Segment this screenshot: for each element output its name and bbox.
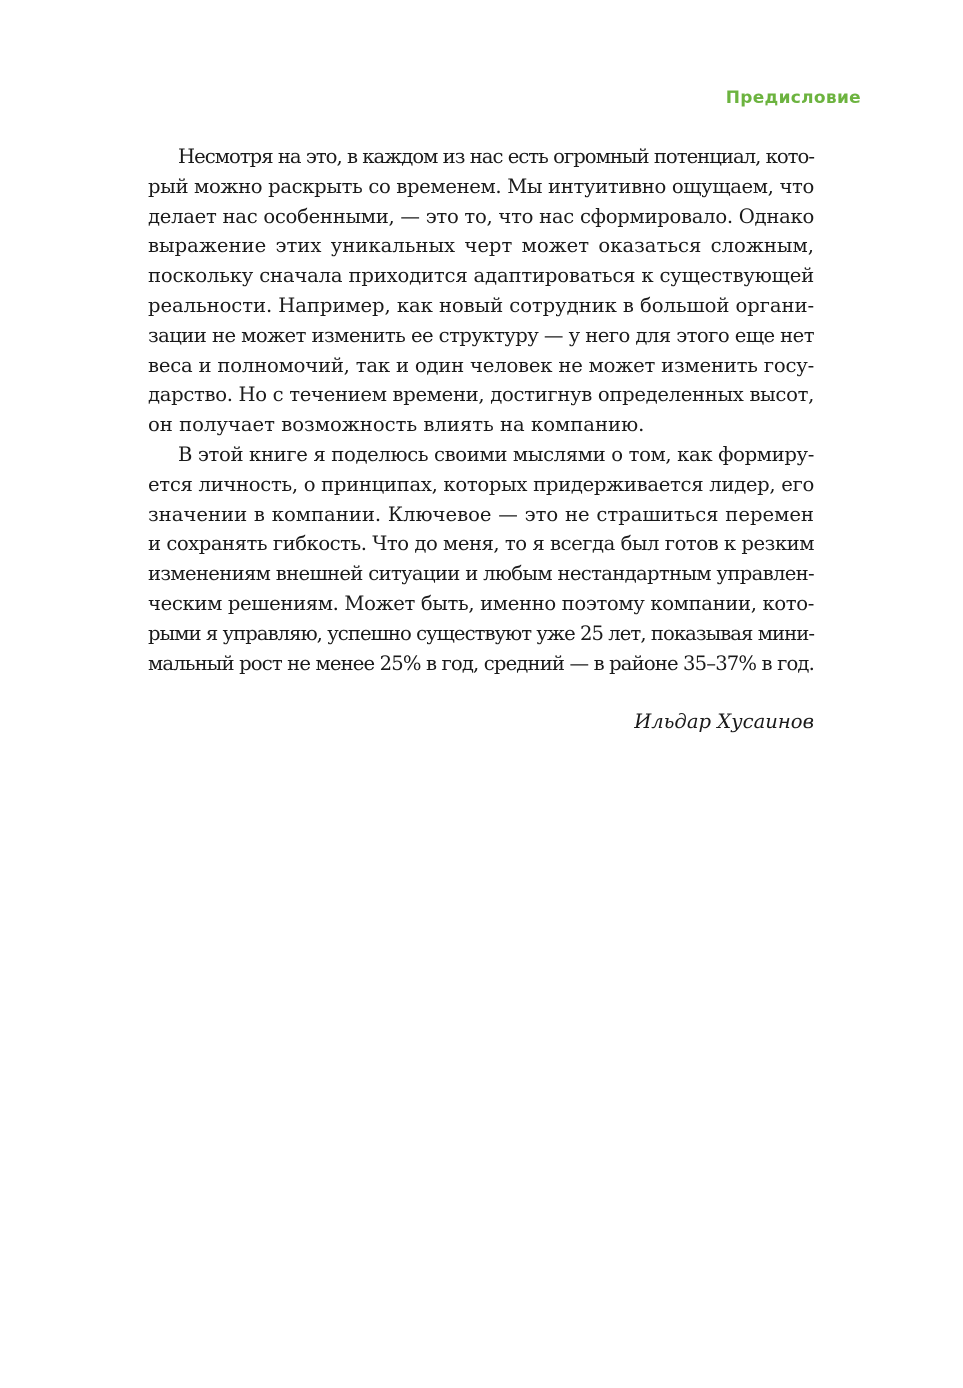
text-line: дарство. Но с течением времени, достигнув определенных высот, <box>148 383 814 407</box>
text-line: веса и полномочий, так и один человек не может изменить госу- <box>148 353 814 377</box>
text-line: и сохранять гибкость. Что до меня, то я всегда был готов к резким <box>148 532 814 556</box>
body-text <box>148 142 814 678</box>
text-line: зации не может изменить ее структуру — у него для этого еще нет <box>148 323 814 347</box>
text-line: поскольку сначала приходится адаптироваться к существующей <box>148 264 814 288</box>
paragraph-1 <box>148 142 814 440</box>
text-line: он получает возможность влиять на компанию. <box>148 413 645 437</box>
author-signature: Ильдар Хусаинов <box>634 710 814 733</box>
text-line: рыми я управляю, успешно существуют уже 25 лет, показывая мини- <box>148 621 814 645</box>
text-line: ется личность, о принципах, которых придерживается лидер, его <box>148 472 814 496</box>
paragraph-2 <box>148 440 814 678</box>
running-header: Предисловие <box>725 88 861 108</box>
text-line: рый можно раскрыть со временем. Мы интуитивно ощущаем, что <box>148 174 814 198</box>
text-line: мальный рост не менее 25% в год, средний — в районе 35–37% в год. <box>148 651 814 675</box>
text-line: ческим решениям. Может быть, именно поэтому компании, кото- <box>148 591 814 615</box>
text-line: Несмотря на это, в каждом из нас есть огромный потенциал, кото- <box>178 145 814 168</box>
text-line: изменениям внешней ситуации и любым нестандартным управлен- <box>148 562 814 586</box>
text-line: делает нас особенными, — это то, что нас сформировало. Однако <box>148 204 814 228</box>
text-line: В этой книге я поделюсь своими мыслями о том, как формиру- <box>178 442 814 466</box>
text-line: значении в компании. Ключевое — это не страшиться перемен <box>148 502 814 526</box>
text-line: выражение этих уникальных черт может оказаться сложным, <box>148 234 814 258</box>
text-line: реальности. Например, как новый сотрудник в большой органи- <box>148 293 814 317</box>
